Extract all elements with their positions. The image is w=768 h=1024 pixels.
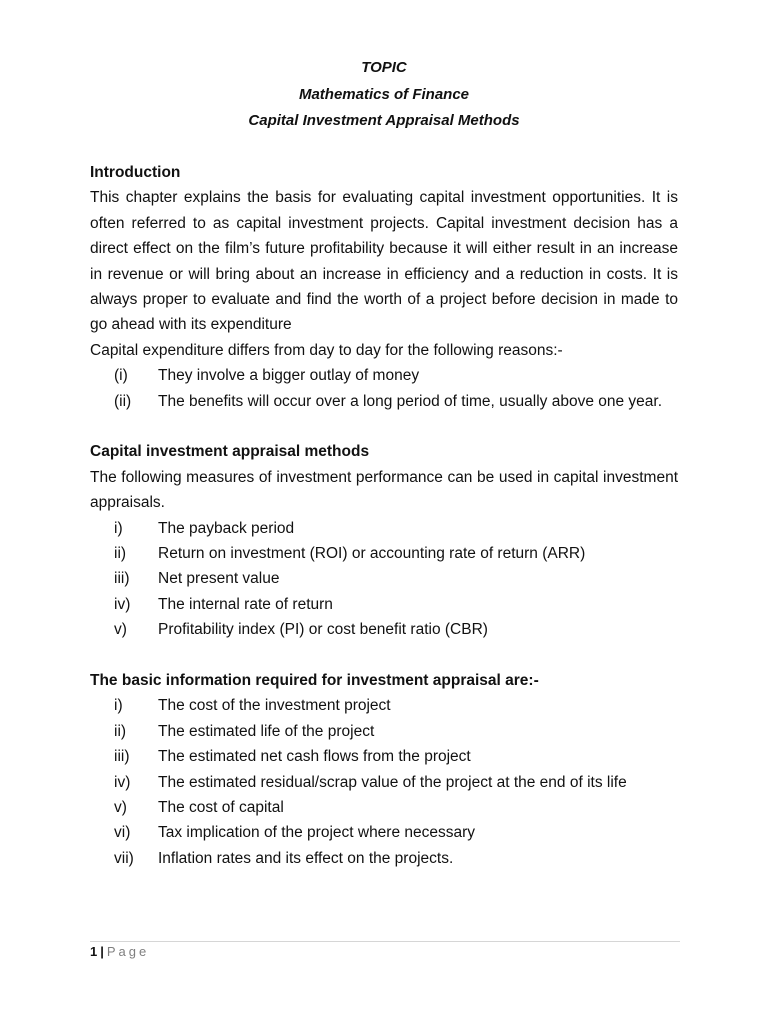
list-text: The estimated residual/scrap value of the project at the end of its life xyxy=(158,773,627,791)
list-text: The estimated net cash flows from the project xyxy=(158,748,471,766)
basic-info-heading: The basic information required for investment appraisal are:- xyxy=(90,672,539,690)
list-item xyxy=(90,516,678,541)
list-text: Profitability index (PI) or cost benefit ratio (CBR) xyxy=(158,621,488,639)
list-number: iv) xyxy=(114,773,131,791)
page-number: 1 xyxy=(90,944,98,959)
document-title: Capital Investment Appraisal Methods xyxy=(248,112,520,129)
methods-heading: Capital investment appraisal methods xyxy=(90,443,370,461)
list-item xyxy=(90,770,678,795)
list-item xyxy=(90,592,678,617)
subject-title: Mathematics of Finance xyxy=(298,86,470,103)
list-number: iii) xyxy=(114,748,130,766)
list-text: The estimated life of the project xyxy=(158,722,375,740)
list-number: vi) xyxy=(114,824,131,842)
list-item xyxy=(90,389,678,414)
list-number: i) xyxy=(114,519,123,537)
list-item xyxy=(90,541,678,566)
page-footer xyxy=(90,943,149,961)
introduction-heading: Introduction xyxy=(90,164,181,181)
list-item xyxy=(90,719,678,744)
topic-label: TOPIC xyxy=(361,59,407,76)
list-number: v) xyxy=(114,799,127,817)
section-spacer xyxy=(90,643,678,668)
list-number: vii) xyxy=(114,849,134,867)
list-number: ii) xyxy=(114,722,127,740)
list-text: Return on investment (ROI) or accounting rate of return (ARR) xyxy=(158,545,586,563)
list-text: The internal rate of return xyxy=(158,595,333,613)
list-number: (ii) xyxy=(114,392,132,410)
list-text: The cost of capital xyxy=(158,799,284,817)
footer-divider xyxy=(90,941,680,942)
footer-separator: | xyxy=(100,944,104,959)
section-spacer xyxy=(90,414,678,439)
list-text: Tax implication of the project where necessary xyxy=(158,824,476,842)
list-item xyxy=(90,846,678,871)
list-text: The benefits will occur over a long period of time, usually above one year. xyxy=(158,392,663,410)
list-item xyxy=(90,363,678,388)
list-text: Inflation rates and its effect on the projects. xyxy=(158,849,454,867)
list-number: iii) xyxy=(114,570,130,588)
list-text: Net present value xyxy=(158,570,280,588)
list-text: They involve a bigger outlay of money xyxy=(158,367,420,385)
list-item xyxy=(90,744,678,769)
list-number: ii) xyxy=(114,545,127,563)
list-number: (i) xyxy=(114,367,128,385)
list-item xyxy=(90,795,678,820)
list-number: i) xyxy=(114,697,123,715)
list-item xyxy=(90,820,678,845)
list-item xyxy=(90,693,678,718)
list-item xyxy=(90,566,678,591)
reasons-intro: Capital expenditure differs from day to day for the following reasons:- xyxy=(90,341,563,359)
methods-paragraph: The following measures of investment performance can be used in capital investment appraisals. xyxy=(90,468,678,512)
list-text: The cost of the investment project xyxy=(158,697,391,715)
list-text: The payback period xyxy=(158,519,295,537)
list-item xyxy=(90,617,678,642)
introduction-paragraph: This chapter explains the basis for evaluating capital investment opportunities. It is often referred to as capital investment projects. Capital investment decision has a direct effect on the film’s future profitability because it will either result in an increase in revenue or will bring about an increase in efficiency and a reduction in costs. It is always proper to evaluate and find the worth of a project before decision in made to go ahead with its expenditure xyxy=(90,189,678,334)
list-number: iv) xyxy=(114,595,131,613)
document-body xyxy=(90,160,678,871)
page-label: Page xyxy=(106,944,150,959)
list-number: v) xyxy=(114,621,127,639)
